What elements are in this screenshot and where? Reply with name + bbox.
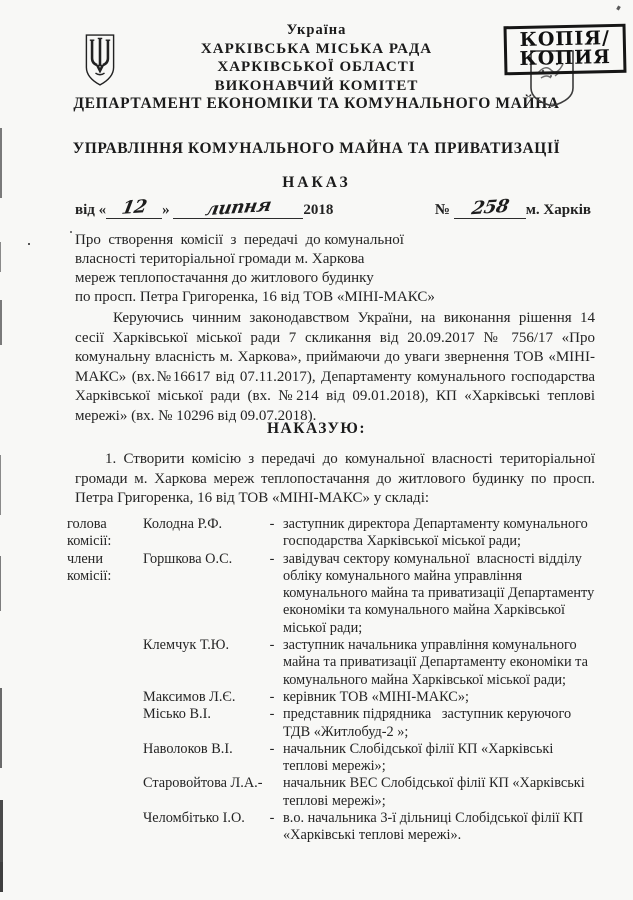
scan-artifact [0,128,2,198]
header-city-council: ХАРКІВСЬКА МІСЬКА РАДА [200,40,433,57]
handwritten-day: 12 [120,196,149,219]
commission-role [67,637,143,689]
order-heading: НАКАЗУЮ: [266,420,367,437]
commission-member-name: Клемчук Т.Ю. [143,637,230,654]
scan-artifact [0,300,2,345]
date-prefix: від « [75,202,107,218]
commission-row [67,706,595,741]
header-oblast: ХАРКІВСЬКОЇ ОБЛАСТІ [217,59,416,76]
subject-line: Про створення комісії з передачі до комунальної [75,232,404,248]
commission-dash: - [269,740,275,757]
commission-row [67,637,595,689]
subject-line: мереж теплопостачання до житлового будинку [75,270,374,286]
commission-member-title: заступник директора Департаменту комунального господарства Харківської міської ради; [283,516,592,550]
commission-dash [261,775,283,810]
commission-dash: - [269,706,275,723]
date-month-field [173,194,303,221]
commission-member-title: представник підрядника заступник керуючого ТДВ «Житлобуд-2 »; [283,706,575,740]
copy-stamp-line2: КОПИЯ [519,46,612,70]
department-title: УПРАВЛІННЯ КОМУНАЛЬНОГО МАЙНА ТА ПРИВАТИЗАЦІЇ [72,140,561,157]
commission-role [67,689,143,706]
preamble-paragraph: Керуючись чинним законодавством України, на виконання рішення 14 сесії Харківської міської ради 7 скликання від 20.09.2017 № 756/17 «Про комунальну власність м. Харкова», приймаючи до уваги звернення ТОВ «МІНІ-МАКС» (вх.№16617 від 07.11.2017), Департаменту комунального господарства Харківської міської ради (вх. №214 від 09.01.2018), КП «Харківські теплові мережі» (вх. № 10296 від 09.07.2018). [75,310,595,424]
commission-row [67,550,598,637]
number-label: № [434,202,454,218]
date-line [75,194,591,221]
commission-dash: - [269,637,275,654]
order-item-1: 1. Створити комісію з передачі до комунальної власності територіальної громади м. Харкова мереж теплопостачання до житлового будинку по просп. Петра Григоренка, 16 від ТОВ «МІНІ-МАКС» у складі: [75,451,595,507]
commission-member-name: Максимов Л.Є. [143,688,236,705]
commission-row [67,741,595,776]
header-executive-committee: ВИКОНАВЧИЙ КОМІТЕТ [214,77,419,94]
scan-speck [70,231,72,233]
commission-member-name: Колодна Р.Ф. [143,516,223,532]
commission-row [67,516,595,551]
commission-member-title: начальник ВЕС Слобідської філії КП «Харківські теплові мережі»; [283,775,589,809]
commission-list [67,516,598,845]
commission-member-title: завідувач сектору комунальної власності відділу обліку комунального майна управління комунального майна та приватизації Департаменту економіки та комунального майна Харківської міської ради; [283,550,598,636]
commission-member-name: Місько В.І. [143,706,211,723]
commission-member-title: в.о. начальника 3-ї дільниці Слобідської філії КП «Харківські теплові мережі». [283,810,587,844]
commission-dash: - [269,516,275,532]
commission-dash: - [269,688,275,705]
subject-block [75,231,435,307]
commission-member-title: заступник начальника управління комунального майна та приватизації Департаменту економіки та комунального майна Харківської міської ради; [283,637,592,688]
commission-role: члени комісії: [67,550,112,584]
scan-speck [616,6,621,11]
commission-dash: - [269,810,275,827]
commission-role [67,810,143,845]
document-type-title: НАКАЗ [282,174,351,191]
copy-stamp [504,24,627,76]
scan-artifact [0,242,1,272]
date-day-field [106,196,162,219]
commission-row [67,775,595,810]
scan-artifact [0,862,3,892]
date-year: 2018 [303,202,334,218]
subject-line: власності територіальної громади м. Харкова [75,251,365,267]
commission-role [67,775,143,810]
city-label: м. Харків [525,202,591,218]
header-department: ДЕПАРТАМЕНТ ЕКОНОМІКИ ТА КОМУНАЛЬНОГО МАЙНА [73,95,560,113]
handwritten-month: липня [203,194,273,221]
commission-row [67,689,595,706]
scan-artifact [0,556,1,611]
commission-member-name: Старовойтова Л.А.- [143,775,263,792]
scan-speck [28,243,30,245]
commission-role: голова комісії: [67,516,112,550]
subject-line: по просп. Петра Григоренка, 16 від ТОВ «МІНІ-МАКС» [75,289,435,305]
commission-member-title: начальник Слобідської філії КП «Харківські теплові мережі»; [283,740,557,775]
commission-member-name: Горшкова О.С. [143,550,233,567]
commission-role [67,706,143,741]
commission-dash: - [269,550,275,567]
copy-stamp-line1: КОПІЯ/ [519,27,611,51]
commission-member-title: керівник ТОВ «МІНІ-МАКС»; [283,688,469,705]
scan-artifact [0,688,2,768]
commission-role [67,741,143,776]
commission-row [67,810,595,845]
date-close-quote: » [162,202,174,218]
commission-member-name: Челомбітько І.О. [143,810,245,827]
order-number-field [454,195,526,220]
scan-artifact [0,800,3,862]
commission-member-name: Наволоков В.І. [143,740,233,757]
scan-artifact [0,455,1,515]
header-country: Україна [286,22,347,38]
handwritten-number: 258 [469,195,510,220]
